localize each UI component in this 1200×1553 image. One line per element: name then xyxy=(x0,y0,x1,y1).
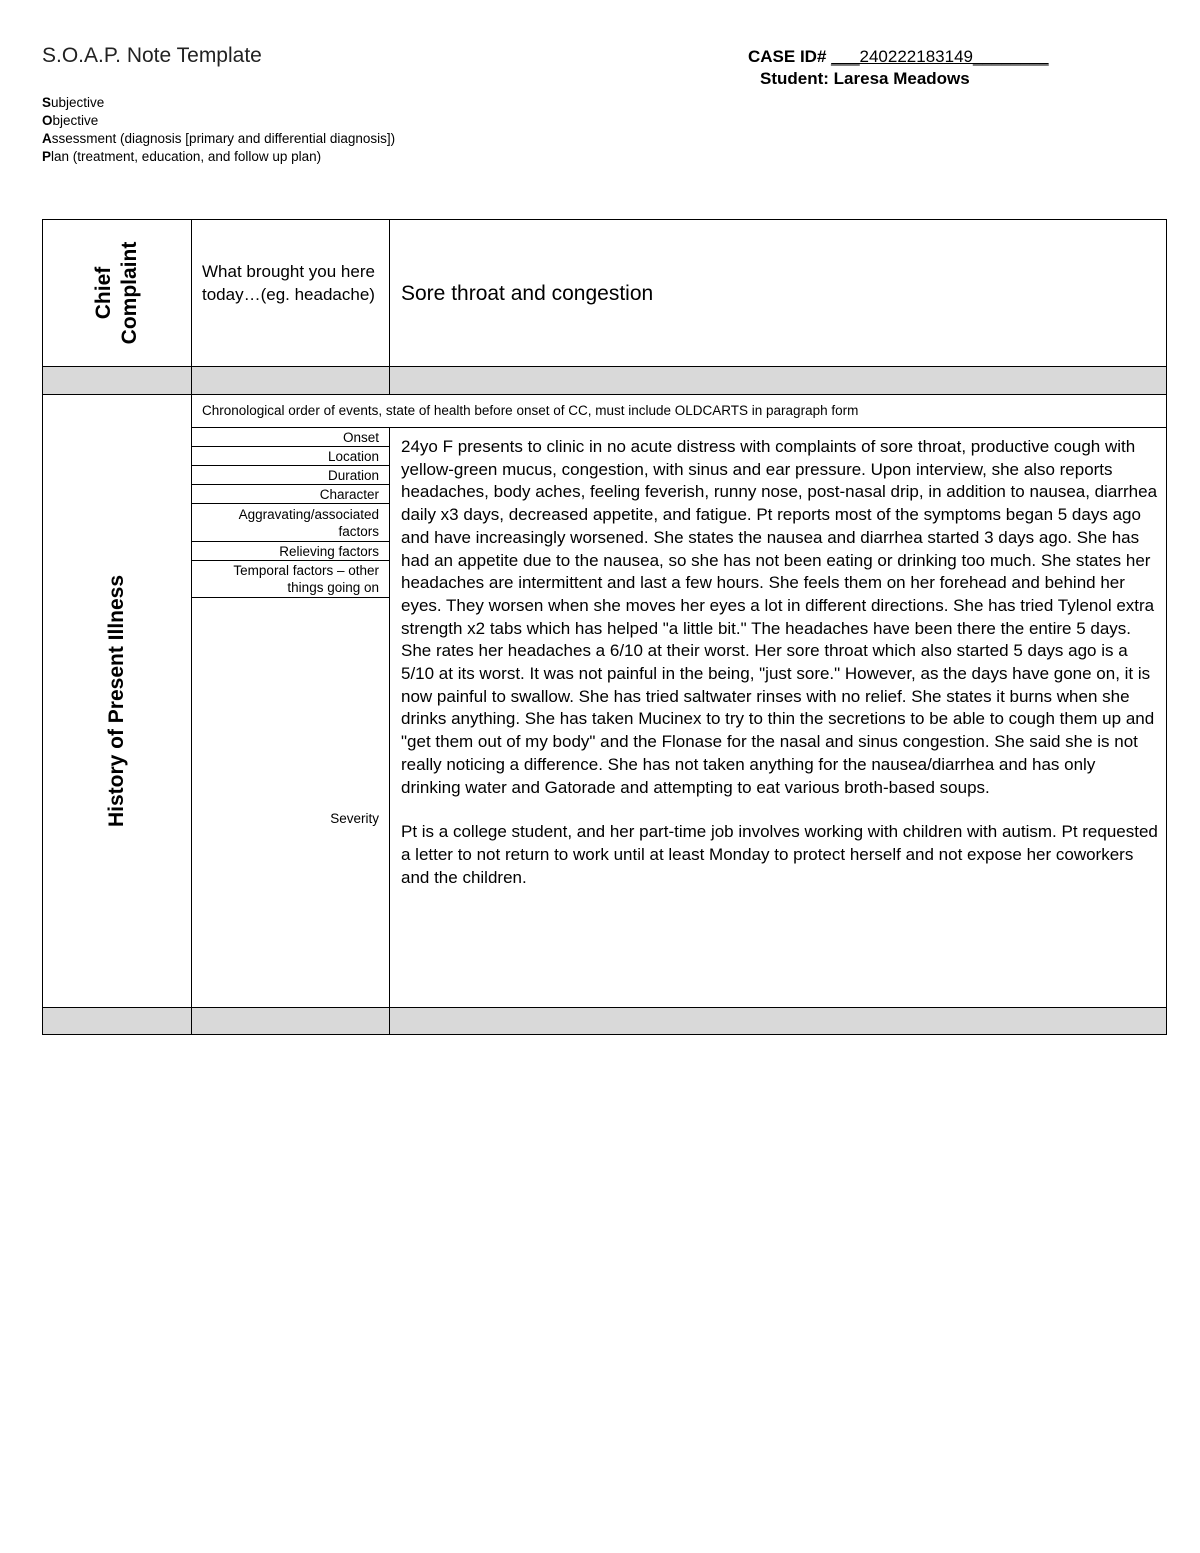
spacer-cell xyxy=(192,367,390,395)
oldcarts-aggravating: Aggravating/associated factors xyxy=(192,504,389,542)
chief-complaint-label-cell xyxy=(43,220,192,367)
chief-complaint-prompt: What brought you here today…(eg. headache) xyxy=(202,262,375,304)
spacer-cell xyxy=(192,1008,390,1035)
oldcarts-cell xyxy=(192,428,390,1008)
oldcarts-character: Character xyxy=(192,485,389,504)
hpi-narrative xyxy=(390,428,1166,889)
hpi-instructions-cell xyxy=(192,395,1167,428)
spacer-cell xyxy=(43,367,192,395)
soap-legend xyxy=(42,94,395,166)
oldcarts-temporal: Temporal factors – other things going on xyxy=(192,561,389,598)
legend-subjective: Subjective xyxy=(42,95,105,110)
spacer-cell xyxy=(43,1008,192,1035)
hpi-paragraph-2: Pt is a college student, and her part-time job involves working with children with autism. Pt requested a letter to not return to work until at least Monday to protect herself and not expose her coworkers and the children. xyxy=(401,822,1158,887)
hpi-label-cell xyxy=(43,395,192,1008)
document-title: S.O.A.P. Note Template xyxy=(42,44,262,67)
oldcarts-onset: Onset xyxy=(192,428,389,447)
hpi-paragraph-1: 24yo F presents to clinic in no acute distress with complaints of sore throat, productive cough with yellow-green mucus, congestion, with sinus and ear pressure. Upon interview, she also reports headaches, body aches, feeling feverish, runny nose, post-nasal drip, in addition to nausea, diarrhea daily x3 days, decreased appetite, and fatigue. Pt reports most of the symptoms began 5 days ago and have increasingly worsened. She states the nausea and diarrhea started 3 days ago. She has had an appetite due to the nausea, so she has not been eating or drinking too much. She states her headaches are intermittent and last a few hours. She feels them on her forehead and behind her eyes. They worsen when she moves her eyes a lot in different directions. She has tried Tylenol extra strength x2 tabs which has helped "a little bit." The headaches have been there the entire 5 days. She rates her headaches a 6/10 at their worst. Her sore throat which also started 5 days ago is a 5/10 at its worst. It was not painful in the being, "just sore." However, as the days have gone on, it is now painful to swallow. She has tried saltwater rinses with no relief. She states it burns when she drinks anything. She has taken Mucinex to try to thin the secretions to be able to cough them up and "get them out of my body" and the Flonase for the nasal and sinus congestion. She said she is not really noticing a difference. She has not taken anything for the nausea/diarrhea and has only drinking water and Gatorade and attempting to eat various broth-based soups. xyxy=(401,437,1158,797)
oldcarts-relieving: Relieving factors xyxy=(192,542,389,561)
hpi-label: History of Present Illness xyxy=(105,574,128,828)
legend-plan: Plan (treatment, education, and follow up plan) xyxy=(42,149,322,164)
spacer-cell xyxy=(390,367,1167,395)
oldcarts-duration: Duration xyxy=(192,466,389,485)
student-label: Student: xyxy=(760,69,829,88)
case-id-value: ___240222183149________ xyxy=(831,47,1049,66)
student-line xyxy=(760,69,1049,89)
case-id-line xyxy=(748,47,1049,67)
case-id-label: CASE ID# xyxy=(748,47,827,66)
chief-complaint-answer-cell xyxy=(390,220,1167,367)
chief-complaint-answer: Sore throat and congestion xyxy=(401,282,654,305)
oldcarts-severity: Severity xyxy=(330,811,379,826)
hpi-narrative-cell xyxy=(390,428,1167,1008)
student-name: Laresa Meadows xyxy=(833,69,970,88)
spacer-cell xyxy=(390,1008,1167,1035)
legend-assessment: Assessment (diagnosis [primary and differential diagnosis]) xyxy=(42,131,396,146)
chief-complaint-label: Chief Complaint xyxy=(92,241,141,345)
case-info xyxy=(748,47,1049,89)
chief-complaint-prompt-cell xyxy=(192,220,390,367)
oldcarts-location: Location xyxy=(192,447,389,466)
legend-objective: Objective xyxy=(42,113,99,128)
soap-table xyxy=(42,219,1167,1035)
hpi-instructions: Chronological order of events, state of health before onset of CC, must include OLDCARTS in paragraph form xyxy=(202,403,859,418)
